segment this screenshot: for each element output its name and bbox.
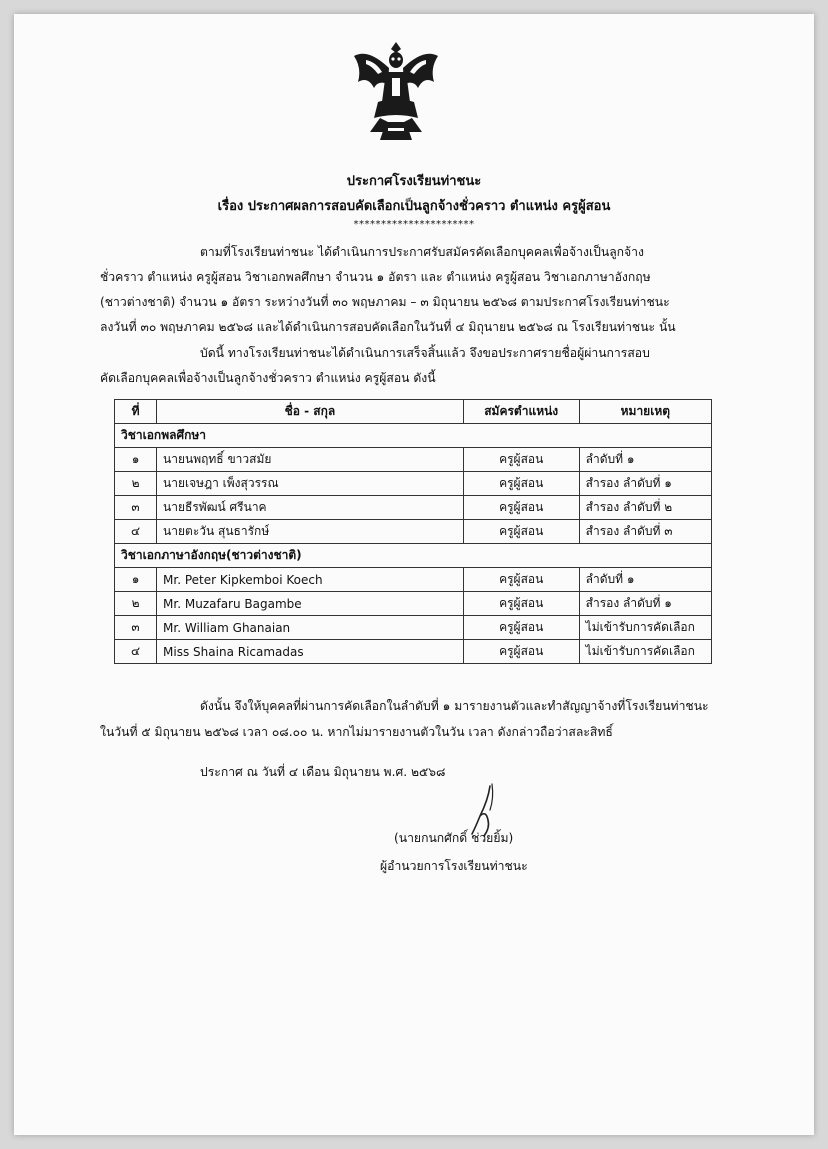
table-row [115, 568, 712, 592]
announce-date: ประกาศ ณ วันที่ ๔ เดือน มิถุนายน พ.ศ. ๒๕๖๘ [200, 765, 446, 779]
row-name: Miss Shaina Ricamadas [157, 640, 464, 664]
table-row [115, 640, 712, 664]
row-position: ครูผู้สอน [463, 448, 579, 472]
intro-line-4: ลงวันที่ ๓๐ พฤษภาคม ๒๕๖๘ และได้ดำเนินการสอบคัดเลือกในวันที่ ๔ มิถุนายน ๒๕๖๘ ณ โรงเรียนท่าชนะ นั้น [100, 320, 676, 334]
row-no: ๔ [115, 640, 157, 664]
divider-stars: ********************** [353, 219, 475, 230]
row-no: ๔ [115, 520, 157, 544]
row-position: ครูผู้สอน [463, 472, 579, 496]
row-no: ๓ [115, 496, 157, 520]
announcement-subject: เรื่อง ประกาศผลการสอบคัดเลือกเป็นลูกจ้างชั่วคราว ตำแหน่ง ครูผู้สอน [217, 199, 611, 214]
row-name: นายเจษฎา เพ็งสุวรรณ [157, 472, 464, 496]
section-row [115, 544, 712, 568]
announcement-title: ประกาศโรงเรียนท่าชนะ [346, 174, 482, 189]
closing-line-2: ในวันที่ ๕ มิถุนายน ๒๕๖๘ เวลา ๐๘.๐๐ น. หากไม่มารายงานตัวในวัน เวลา ดังกล่าวถือว่าสละสิทธิ์ [100, 725, 613, 739]
row-note: ไม่เข้ารับการคัดเลือก [579, 616, 711, 640]
table-row [115, 616, 712, 640]
row-position: ครูผู้สอน [463, 496, 579, 520]
row-name: นายธีรพัฒน์ ศรีนาค [157, 496, 464, 520]
intro-line-5: บัดนี้ ทางโรงเรียนท่าชนะได้ดำเนินการเสร็จสิ้นแล้ว จึงขอประกาศรายชื่อผู้ผ่านการสอบ [200, 346, 650, 360]
row-name: นายนพฤทธิ์ ขาวสมัย [157, 448, 464, 472]
header-note: หมายเหตุ [579, 400, 711, 424]
table-row [115, 520, 712, 544]
row-no: ๑ [115, 448, 157, 472]
table-row [115, 472, 712, 496]
intro-line-1: ตามที่โรงเรียนท่าชนะ ได้ดำเนินการประกาศรับสมัครคัดเลือกบุคคลเพื่อจ้างเป็นลูกจ้าง [200, 245, 644, 259]
intro-line-6: คัดเลือกบุคคลเพื่อจ้างเป็นลูกจ้างชั่วคราว ตำแหน่ง ครูผู้สอน ดังนี้ [100, 371, 436, 385]
row-name: นายตะวัน สุนธารักษ์ [157, 520, 464, 544]
row-no: ๓ [115, 616, 157, 640]
row-name: Mr. Peter Kipkemboi Koech [157, 568, 464, 592]
row-position: ครูผู้สอน [463, 640, 579, 664]
table-row [115, 592, 712, 616]
row-position: ครูผู้สอน [463, 520, 579, 544]
section-row [115, 424, 712, 448]
section-label: วิชาเอกภาษาอังกฤษ(ชาวต่างชาติ) [115, 544, 712, 568]
row-name: Mr. Muzafaru Bagambe [157, 592, 464, 616]
garuda-emblem-icon [348, 38, 444, 146]
signer-name: (นายกนกศักดิ์ ช่วยยิ้ม) [394, 831, 514, 845]
intro-line-3: (ชาวต่างชาติ) จำนวน ๑ อัตรา ระหว่างวันที่ ๓๐ พฤษภาคม – ๓ มิถุนายน ๒๕๖๘ ตามประกาศโรงเรียนท่าชนะ [100, 295, 670, 309]
row-note: สำรอง ลำดับที่ ๑ [579, 472, 711, 496]
signer-title: ผู้อำนวยการโรงเรียนท่าชนะ [380, 859, 528, 873]
closing-line-1: ดังนั้น จึงให้บุคคลที่ผ่านการคัดเลือกในลำดับที่ ๑ มารายงานตัวและทำสัญญาจ้างที่โรงเรียนท่าชนะ [200, 699, 709, 713]
row-note: สำรอง ลำดับที่ ๑ [579, 592, 711, 616]
row-position: ครูผู้สอน [463, 568, 579, 592]
row-note: สำรอง ลำดับที่ ๒ [579, 496, 711, 520]
header-no: ที่ [115, 400, 157, 424]
table-row [115, 448, 712, 472]
row-note: ลำดับที่ ๑ [579, 568, 711, 592]
row-no: ๒ [115, 592, 157, 616]
intro-line-2: ชั่วคราว ตำแหน่ง ครูผู้สอน วิชาเอกพลศึกษา จำนวน ๑ อัตรา และ ตำแหน่ง ครูผู้สอน วิชาเอกภาษาอังกฤษ [100, 270, 651, 284]
row-no: ๒ [115, 472, 157, 496]
header-position: สมัครตำแหน่ง [463, 400, 579, 424]
table-row [115, 496, 712, 520]
table-header-row [115, 400, 712, 424]
results-table [114, 399, 712, 664]
section-label: วิชาเอกพลศึกษา [115, 424, 712, 448]
row-position: ครูผู้สอน [463, 616, 579, 640]
header-name: ชื่อ - สกุล [157, 400, 464, 424]
row-note: ไม่เข้ารับการคัดเลือก [579, 640, 711, 664]
row-no: ๑ [115, 568, 157, 592]
row-name: Mr. William Ghanaian [157, 616, 464, 640]
row-note: ลำดับที่ ๑ [579, 448, 711, 472]
row-note: สำรอง ลำดับที่ ๓ [579, 520, 711, 544]
row-position: ครูผู้สอน [463, 592, 579, 616]
